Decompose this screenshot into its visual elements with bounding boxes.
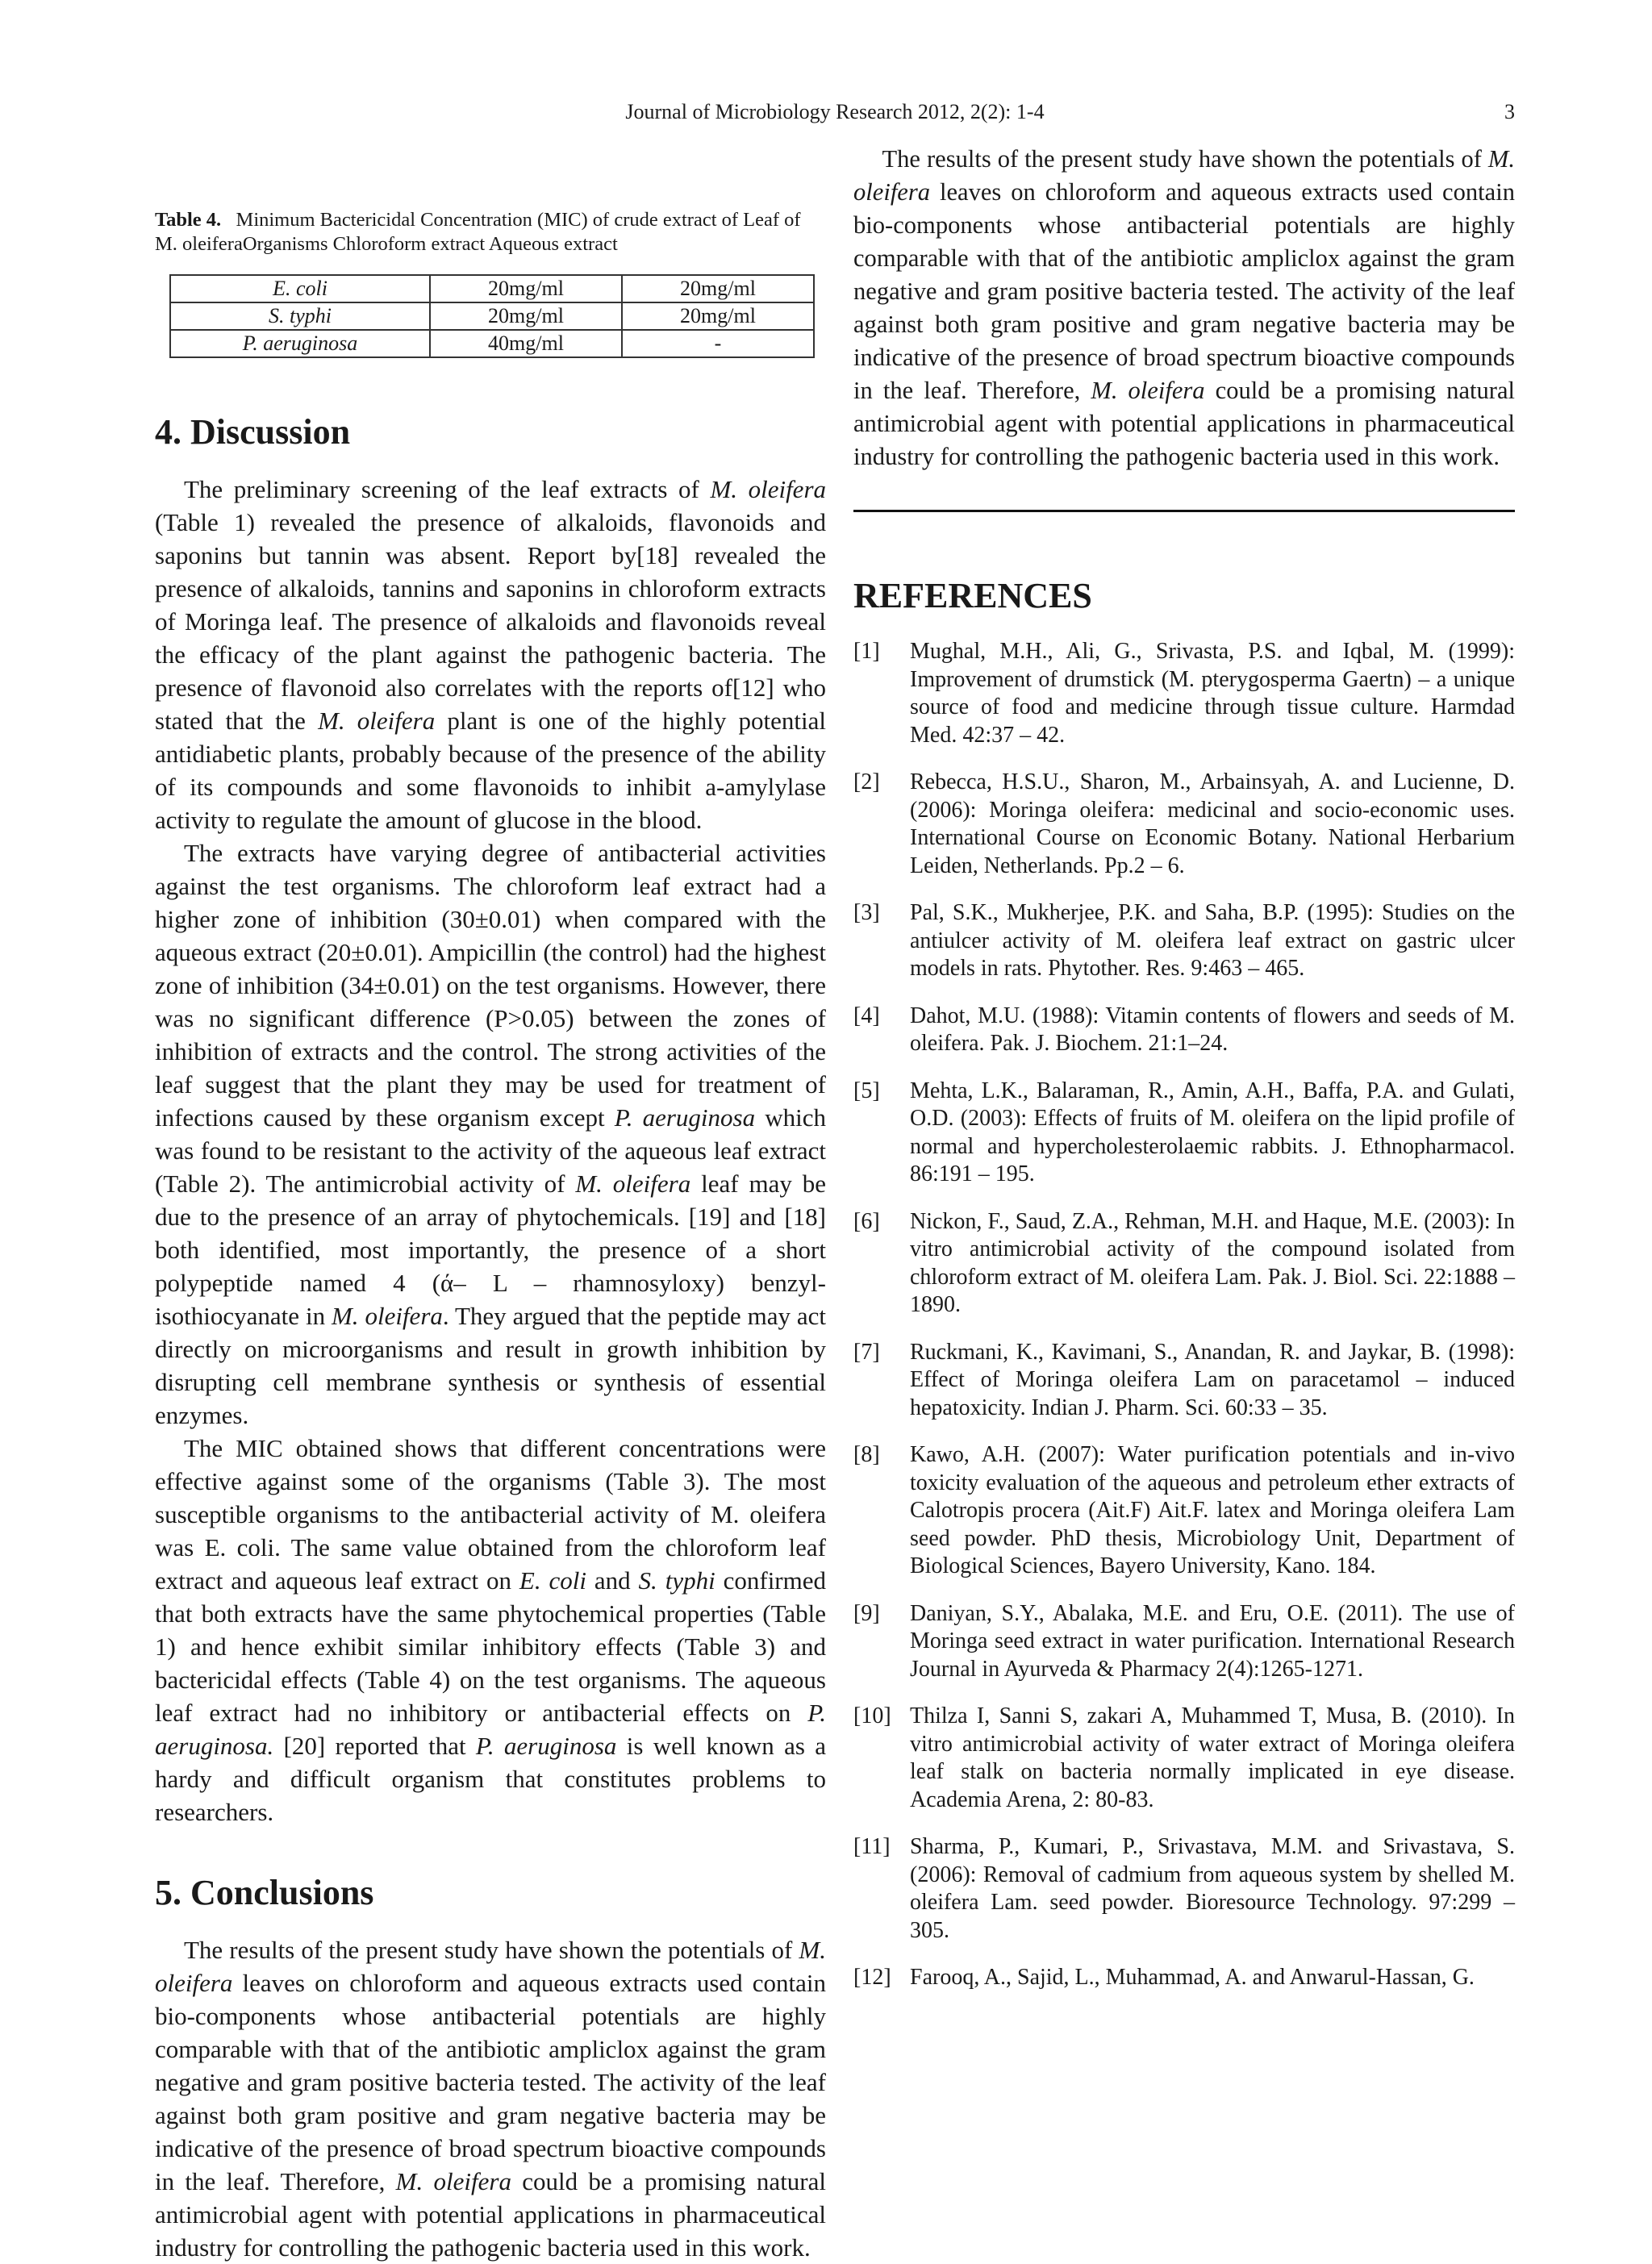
- left-column: [155, 208, 827, 2262]
- table-cell: P. aeruginosa: [170, 330, 430, 357]
- references-heading: REFERENCES: [853, 576, 1092, 615]
- discussion-paragraph: The extracts have varying degree of antibacterial activities against the test organisms. The chloroform leaf extract had a higher zone of inhibition (30±0.01) when compared with the aqueous extract (20±0.01). Ampicillin (the control) had the highest zone of inhibition (34±0.01) on the test organisms. However, there was no significant difference (P>0.05) between the zones of inhibition of extracts and the control. The strong activities of the leaf suggest that the plant they may be used for treatment of infections caused by these organism except P. aeruginosa which was found to be resistant to the activity of the aqueous leaf extract (Table 2). The antimicrobial activity of M. oleifera leaf may be due to the presence of an array of phytochemicals. [19] and [18] both identified, most importantly, the presence of a short polypeptide named 4 (ά– L – rhamnosyloxy) benzyl- isothiocyanate in M. oleifera. They argued that the peptide may act directly on microorganisms and result in growth inhibition by disrupting cell membrane synthesis or synthesis of essential enzymes.: [155, 839, 826, 1429]
- reference-number: [3]: [853, 900, 880, 925]
- reference-text: Dahot, M.U. (1988): Vitamin contents of flowers and seeds of M. oleifera. Pak. J. Biochem. 21:1–24.: [910, 1003, 1515, 1056]
- reference-item: [853, 1600, 1515, 1684]
- reference-item: [853, 769, 1515, 880]
- discussion-heading: 4. Discussion: [155, 412, 351, 452]
- reference-text: Farooq, A., Sajid, L., Muhammad, A. and Anwarul-Hassan, G.: [910, 1965, 1475, 1990]
- table-cell: 20mg/ml: [622, 275, 814, 302]
- reference-item: [853, 1339, 1515, 1423]
- reference-number: [5]: [853, 1078, 880, 1103]
- reference-item: [853, 1441, 1515, 1581]
- reference-number: [8]: [853, 1442, 880, 1467]
- reference-text: Nickon, F., Saud, Z.A., Rehman, M.H. and Haque, M.E. (2003): In vitro antimicrobial activity of the compound isolated from chloroform extract of M. oleifera Lam. Pak. J. Biol. Sci. 22:1888 – 1890.: [910, 1208, 1515, 1317]
- reference-number: [4]: [853, 1003, 880, 1028]
- reference-number: [7]: [853, 1339, 880, 1365]
- reference-text: Kawo, A.H. (2007): Water purification potentials and in-vivo toxicity evaluation of the aqueous and petroleum ether extracts of Calotropis procera (Ait.F) Ait.F. latex and Moringa oleifera Lam seed powder. PhD thesis, Microbiology Unit, Department of Biological Sciences, Bayero University, Kano. 184.: [910, 1442, 1515, 1578]
- reference-number: [11]: [853, 1834, 891, 1859]
- table-cell: -: [622, 330, 814, 357]
- page-number: 3: [1504, 100, 1515, 123]
- conclusions-heading: 5. Conclusions: [155, 1873, 374, 1912]
- reference-text: Rebecca, H.S.U., Sharon, M., Arbainsyah, A. and Lucienne, D. (2006): Moringa oleifera: medicinal and socio-economic uses. International Course on Economic Botany. National Herbarium Leiden, Netherlands. Pp.2 – 6.: [910, 769, 1515, 878]
- reference-text: Mehta, L.K., Balaraman, R., Amin, A.H., Baffa, P.A. and Gulati, O.D. (2003): Effects of fruits of M. oleifera on the lipid profile of normal and hypercholesterolaemic rabbits. J. Ethnopharmacol. 86:191 – 195.: [910, 1078, 1515, 1186]
- reference-item: [853, 1003, 1515, 1058]
- reference-item: [853, 638, 1515, 749]
- reference-text: Mughal, M.H., Ali, G., Srivasta, P.S. and Iqbal, M. (1999): Improvement of drumstick (M. pterygosperma Gaertn) – a unique source of food and medicine through tissue culture. Harmdad Med. 42:37 – 42.: [910, 639, 1515, 748]
- reference-text: Sharma, P., Kumari, P., Srivastava, M.M. and Srivastava, S. (2006): Removal of cadmium from aqueous system by shelled M. oleifera Lam. seed powder. Bioresource Technology. 97:299 – 305.: [910, 1834, 1515, 1943]
- journal-title: Journal of Microbiology Research 2012, 2(2): 1-4: [625, 100, 1045, 123]
- reference-text: Daniyan, S.Y., Abalaka, M.E. and Eru, O.E. (2011). The use of Moringa seed extract in water purification. International Research Journal in Ayurveda & Pharmacy 2(4):1265-1271.: [910, 1600, 1515, 1682]
- reference-item: [853, 899, 1515, 983]
- reference-text: Ruckmani, K., Kavimani, S., Anandan, R. and Jaykar, B. (1998): Effect of Moringa oleifera Lam on paracetamol – induced hepatoxicity. Indian J. Pharm. Sci. 60:33 – 35.: [910, 1339, 1515, 1420]
- table-caption: [155, 208, 826, 256]
- discussion-paragraph: The preliminary screening of the leaf extracts of M. oleifera (Table 1) revealed the presence of alkaloids, flavonoids and saponins but tannin was absent. Report by[18] revealed the presence of alkaloids, tannins and saponins in chloroform extracts of Moringa leaf. The presence of alkaloids and flavonoids reveal the efficacy of the plant against the pathogenic bacteria. The presence of flavonoid also correlates with the reports of[12] who stated that the M. oleifera plant is one of the highly potential antidiabetic plants, probably because of the presence of the ability of its compounds and some flavonoids to inhibit a-amylylase activity to regulate the amount of glucose in the blood.: [155, 475, 827, 834]
- table-cell: 20mg/ml: [430, 275, 622, 302]
- discussion-paragraph: The MIC obtained shows that different concentrations were effective against some of the organisms (Table 3). The most susceptible organisms to the antibacterial activity of M. oleifera was E. coli. The same value obtained from the chloroform leaf extract and aqueous leaf extract on E. coli and S. typhi confirmed that both extracts have the same phytochemical properties (Table 1) and hence exhibit similar inhibitory effects (Table 3) and bactericidal effects (Table 4) on the test organisms. The aqueous leaf extract had no inhibitory or antibacterial effects on P. aeruginosa. [20] reported that P. aeruginosa is well known as a hardy and difficult organism that constitutes problems to researchers.: [155, 1434, 826, 1826]
- table-cell: 20mg/ml: [622, 302, 814, 330]
- table-row: [170, 330, 814, 357]
- table-label: Table 4.: [155, 209, 222, 231]
- reference-number: [2]: [853, 769, 880, 794]
- reference-item: [853, 1208, 1515, 1320]
- reference-item: [853, 1078, 1515, 1189]
- reference-item: [853, 1703, 1515, 1814]
- reference-number: [9]: [853, 1600, 880, 1626]
- reference-number: [1]: [853, 639, 880, 664]
- reference-text: Pal, S.K., Mukherjee, P.K. and Saha, B.P. (1995): Studies on the antiulcer activity of M. oleifera leaf extract on gastric ulcer models in rats. Phytother. Res. 9:463 – 465.: [910, 900, 1515, 981]
- conclusions-paragraph-start: The results of the present study have shown the potentials of M. oleifera leaves on chloroform and aqueous extracts used contain bio-components whose antibacterial potentials are highly comparable with that of the antibiotic ampliclox against the gram negative and gram positive bacteria tested. The activity of the leaf against both gram positive and gram negative bacteria may be indicative of the presence of broad spectrum bioactive compounds in the leaf. Therefore, M. oleifera could be a promising natural antimicrobial agent with potential applications in pharmaceutical industry for controlling the pathogenic bacteria used in this work.: [155, 1936, 827, 2262]
- reference-number: [10]: [853, 1703, 891, 1728]
- mic-table: [169, 274, 815, 358]
- table-row: [170, 275, 814, 302]
- table-caption-text: Minimum Bactericidal Concentration (MIC) of crude extract of Leaf of M. oleiferaOrganisms Chloroform extract Aqueous extract: [155, 209, 801, 255]
- conclusions-paragraph-continued: The results of the present study have shown the potentials of M. oleifera leaves on chloroform and aqueous extracts used contain bio-components whose antibacterial potentials are highly comparable with that of the antibiotic ampliclox against the gram negative and gram positive bacteria tested. The activity of the leaf against both gram positive and gram negative bacteria may be indicative of the presence of broad spectrum bioactive compounds in the leaf. Therefore, M. oleifera could be a promising natural antimicrobial agent with potential applications in pharmaceutical industry for controlling the pathogenic bacteria used in this work.: [853, 144, 1516, 470]
- reference-number: [6]: [853, 1208, 880, 1234]
- table-row: [170, 302, 814, 330]
- reference-number: [12]: [853, 1965, 891, 1990]
- page-header: [155, 95, 1515, 131]
- reference-item: [853, 1833, 1515, 1945]
- table-cell: E. coli: [170, 275, 430, 302]
- table-cell: S. typhi: [170, 302, 430, 330]
- table-cell: 40mg/ml: [430, 330, 622, 357]
- reference-text: Thilza I, Sanni S, zakari A, Muhammed T, Musa, B. (2010). In vitro antimicrobial activity of water extract of Moringa oleifera leaf stalk on bacteria normally implicated in eye disease. Academia Arena, 2: 80-83.: [910, 1703, 1515, 1812]
- right-column: [853, 144, 1516, 2012]
- reference-list: [853, 638, 1515, 1992]
- reference-item: [853, 1964, 1515, 1992]
- table-cell: 20mg/ml: [430, 302, 622, 330]
